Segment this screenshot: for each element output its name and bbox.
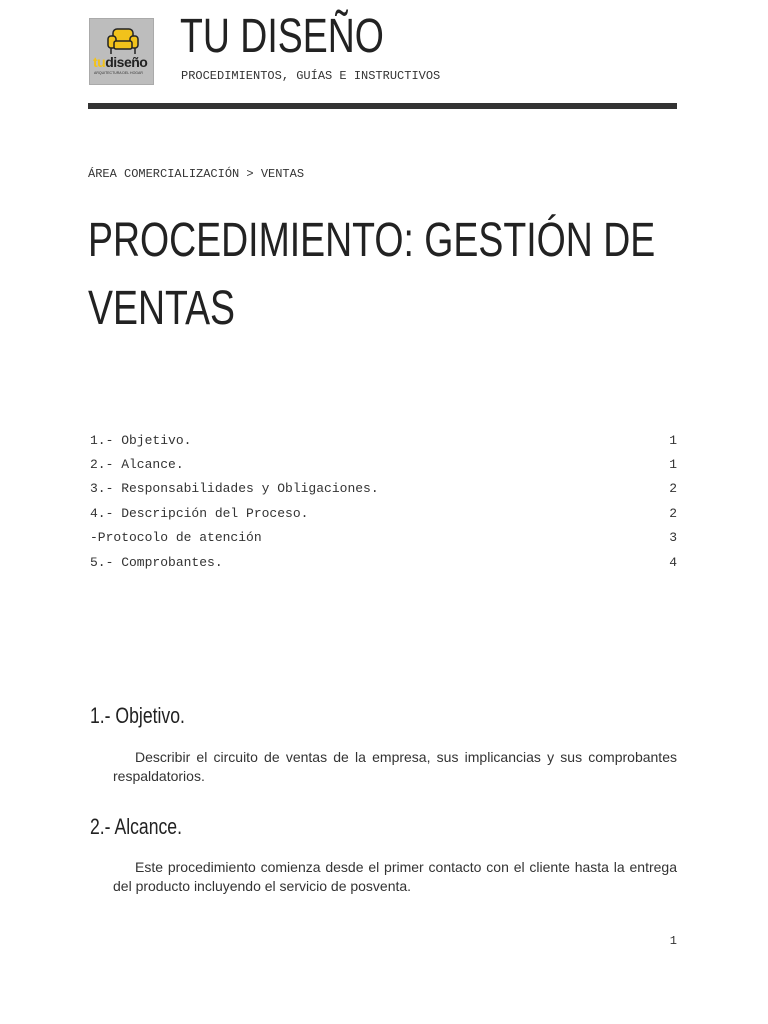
toc-item-label: 1.- Objetivo. bbox=[90, 432, 192, 448]
site-subtitle: PROCEDIMIENTOS, GUÍAS E INSTRUCTIVOS bbox=[181, 69, 441, 83]
section-body-objetivo: Describir el circuito de ventas de la empresa, sus implicancias y sus comprobantes respaldatorios. bbox=[113, 749, 677, 784]
toc-item[interactable] bbox=[90, 550, 677, 574]
toc-item[interactable] bbox=[90, 452, 677, 476]
toc-item[interactable] bbox=[90, 501, 677, 525]
site-logo[interactable] bbox=[89, 18, 154, 85]
toc-item-page: 3 bbox=[669, 530, 677, 546]
toc-item-label: 2.- Alcance. bbox=[90, 457, 184, 473]
page-number: 1 bbox=[669, 934, 677, 948]
toc-item-page: 4 bbox=[669, 554, 677, 570]
toc-item-page: 2 bbox=[669, 505, 677, 521]
section-heading-alcance: 2.- Alcance. bbox=[90, 814, 182, 839]
toc-item-page: 1 bbox=[669, 457, 677, 473]
logo-wordmark bbox=[93, 55, 153, 69]
logo-word-tu: tu bbox=[93, 54, 106, 70]
toc-item[interactable] bbox=[90, 428, 677, 452]
toc-item-label: 5.- Comprobantes. bbox=[90, 554, 223, 570]
site-header bbox=[88, 0, 677, 110]
site-title[interactable]: TU DISEÑO bbox=[180, 10, 384, 63]
section-body-alcance: Este procedimiento comienza desde el primer contacto con el cliente hasta la entrega del producto incluyendo el servicio de posventa. bbox=[113, 859, 677, 894]
document-page bbox=[88, 0, 677, 1024]
page-title: PROCEDIMIENTO: GESTIÓN DE VENTAS bbox=[88, 214, 656, 335]
table-of-contents bbox=[90, 428, 677, 574]
toc-item[interactable] bbox=[90, 477, 677, 501]
logo-word-rest: diseño bbox=[105, 54, 148, 70]
header-divider bbox=[88, 103, 677, 109]
armchair-icon bbox=[107, 27, 139, 55]
toc-item-page: 1 bbox=[669, 432, 677, 448]
toc-item-page: 2 bbox=[669, 481, 677, 497]
toc-item-label: -Protocolo de atención bbox=[90, 530, 262, 546]
logo-tagline: ARQUITECTURA DEL HOGAR bbox=[94, 71, 143, 75]
toc-item[interactable] bbox=[90, 526, 677, 550]
section-heading-objetivo: 1.- Objetivo. bbox=[90, 703, 185, 728]
toc-item-label: 3.- Responsabilidades y Obligaciones. bbox=[90, 481, 379, 497]
toc-item-label: 4.- Descripción del Proceso. bbox=[90, 505, 309, 521]
breadcrumb: ÁREA COMERCIALIZACIÓN > VENTAS bbox=[88, 167, 305, 181]
